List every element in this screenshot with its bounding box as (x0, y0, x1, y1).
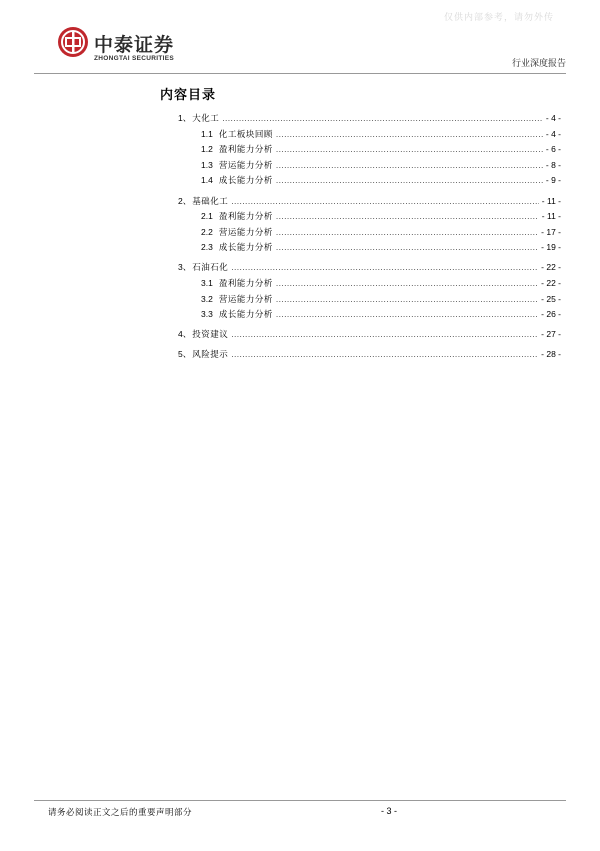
toc-entry-number: 1.4 (201, 175, 213, 186)
toc-title: 内容目录 (160, 88, 217, 103)
toc-entry-label: 营运能力分析 (218, 294, 273, 305)
toc-entry-page: - 17 - (541, 226, 561, 237)
toc-entry-number: 1.3 (201, 159, 213, 170)
toc-entry[interactable] (201, 142, 561, 156)
toc-entry-page: - 27 - (541, 329, 561, 340)
toc-entry-page: - 11 - (541, 211, 561, 222)
toc-leader-dots (276, 158, 543, 172)
toc-entry-page: - 6 - (545, 144, 561, 155)
logo-company-subtitle: ZHONGTAI SECURITIES (94, 55, 174, 62)
toc-entry-label: 投资建议 (192, 330, 229, 341)
toc-entry-label: 大化工 (192, 114, 220, 124)
toc-entry-label: 基础化工 (192, 196, 229, 207)
toc-entry-page: - 4 - (545, 128, 561, 139)
toc-entry-number: 1.2 (201, 144, 213, 155)
header-divider (34, 73, 566, 74)
toc-leader-dots (231, 347, 538, 361)
toc-leader-dots (231, 260, 538, 274)
logo-emblem-icon (57, 26, 89, 58)
toc-entry-number: 2.3 (201, 242, 213, 253)
toc-entry-number: 3.1 (201, 278, 213, 288)
toc-entry-page: - 9 - (545, 175, 561, 186)
footer-divider (34, 800, 566, 801)
toc-entry-label: 盈利能力分析 (218, 212, 273, 223)
toc-entry[interactable] (201, 307, 561, 321)
toc-entry-number: 3.3 (201, 309, 213, 320)
logo-company-name: 中泰证券 (94, 34, 175, 56)
toc-leader-dots (276, 307, 538, 321)
toc-entry[interactable] (201, 240, 561, 254)
toc-entry-page: - 28 - (541, 349, 561, 360)
toc-leader-dots (231, 194, 539, 208)
toc-entry[interactable] (178, 111, 561, 125)
toc-entry[interactable] (178, 260, 561, 274)
toc-leader-dots (276, 292, 538, 306)
toc-entry-page: - 25 - (541, 293, 561, 304)
toc-entry-label: 盈利能力分析 (218, 279, 273, 289)
toc-entry-number: 2、 (178, 195, 192, 206)
toc-entry-page: - 8 - (545, 159, 561, 170)
toc-entry-label: 成长能力分析 (218, 176, 273, 187)
toc-entry-label: 营运能力分析 (218, 227, 273, 238)
toc-entry-page: - 11 - (541, 195, 561, 206)
toc-leader-dots (276, 173, 543, 187)
toc-entry-page: - 19 - (541, 242, 561, 253)
company-logo (57, 26, 207, 66)
toc-entry-label: 营运能力分析 (218, 160, 273, 171)
page-number: - 3 - (381, 806, 398, 816)
footer-notice: 请务必阅读正文之后的重要声明部分 (48, 808, 193, 818)
toc-entry-number: 1.1 (201, 128, 213, 139)
toc-entry[interactable] (201, 209, 561, 223)
watermark-text: 仅供内部参考，请勿外传 (443, 13, 554, 23)
toc-leader-dots (276, 225, 538, 239)
toc-entry-number: 3.2 (201, 293, 213, 304)
toc-leader-dots (276, 142, 543, 156)
toc-entry-label: 盈利能力分析 (218, 145, 273, 156)
toc-entry-number: 5、 (178, 349, 192, 360)
toc-entry-page: - 4 - (545, 113, 561, 123)
toc-entry-label: 化工板块回顾 (218, 129, 273, 140)
toc-entry[interactable] (178, 327, 561, 341)
toc-entry[interactable] (201, 173, 561, 187)
toc-entry-number: 2.2 (201, 226, 213, 237)
toc-entry-page: - 26 - (541, 309, 561, 320)
toc-entry[interactable] (178, 347, 561, 361)
toc-leader-dots (276, 209, 539, 223)
toc-leader-dots (276, 276, 538, 290)
toc-entry-label: 风险提示 (192, 350, 229, 361)
toc-entry[interactable] (201, 127, 561, 141)
toc-entry[interactable] (201, 225, 561, 239)
toc-leader-dots (222, 111, 543, 125)
toc-entry[interactable] (201, 292, 561, 306)
toc-entry-page: - 22 - (541, 262, 561, 273)
toc-entry-number: 4、 (178, 329, 192, 340)
toc-entry-number: 3、 (178, 262, 192, 273)
toc-leader-dots (231, 327, 538, 341)
toc-entry-number: 1、 (178, 113, 192, 123)
toc-leader-dots (276, 127, 543, 141)
toc-entry-number: 2.1 (201, 211, 213, 222)
toc-entry-label: 成长能力分析 (218, 310, 273, 321)
toc-entry[interactable] (201, 276, 561, 290)
toc-entry-label: 石油石化 (192, 263, 229, 274)
report-type-label: 行业深度报告 (511, 59, 566, 69)
toc-entry-page: - 22 - (541, 278, 561, 288)
toc-leader-dots (276, 240, 538, 254)
toc-entry[interactable] (201, 158, 561, 172)
toc-entry[interactable] (178, 194, 561, 208)
toc-entry-label: 成长能力分析 (218, 243, 273, 254)
